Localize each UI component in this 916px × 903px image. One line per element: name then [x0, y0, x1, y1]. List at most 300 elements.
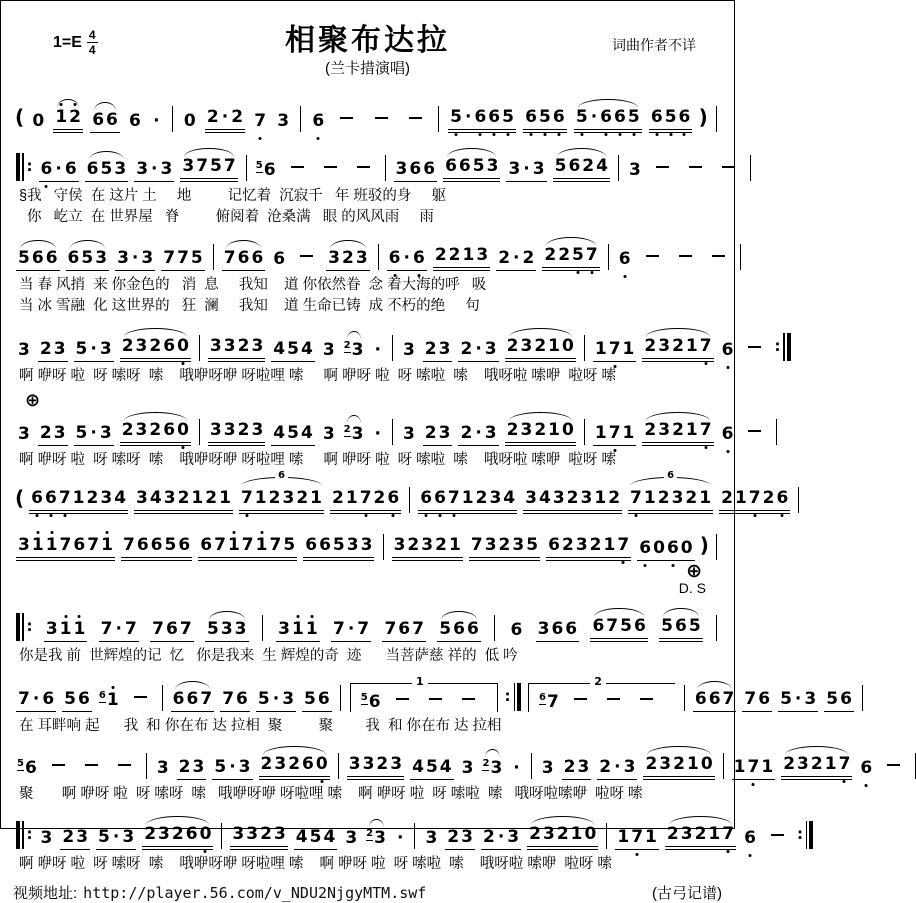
note-group	[705, 251, 732, 271]
note-digit: 1	[643, 488, 656, 509]
note-group	[142, 826, 213, 850]
note-digit: 1	[59, 621, 73, 639]
octave-dot-below	[580, 133, 583, 136]
note-digit: 6	[613, 109, 627, 127]
barline	[584, 419, 585, 445]
note-digit: 2	[482, 827, 495, 848]
octave-dot-below	[576, 271, 579, 274]
notation-line	[11, 232, 724, 274]
note-group	[469, 537, 540, 561]
note-digit: 0	[315, 756, 329, 774]
note-group	[741, 426, 768, 446]
note-group	[719, 490, 790, 514]
note-digit: 2	[260, 824, 272, 845]
note-digit: 3	[328, 248, 340, 269]
note-digit: 1	[461, 488, 474, 509]
note-digit: 2	[666, 824, 679, 845]
barline	[409, 487, 410, 513]
note-digit: 2	[506, 336, 519, 357]
barline	[776, 419, 777, 445]
note-digit: 6	[708, 689, 721, 710]
octave-dot-below	[613, 365, 616, 368]
note-digit: 2	[424, 339, 437, 360]
note-digit: 6	[859, 760, 873, 778]
note-digit: 2	[39, 423, 52, 444]
note-digit: 3	[274, 754, 287, 775]
note-digit: 3	[425, 828, 438, 849]
slur-arc	[347, 331, 362, 340]
note-digit: 2	[39, 339, 52, 360]
note-digit: 2	[448, 245, 461, 266]
note-group	[275, 113, 291, 133]
note-digit: 6	[650, 109, 664, 127]
note-digit: 7	[699, 422, 713, 440]
note-digit: 2	[566, 488, 579, 509]
barline	[494, 615, 495, 641]
note-digit: 7	[585, 247, 599, 265]
note-group	[127, 113, 143, 133]
system-bridge-1	[11, 601, 724, 666]
note-digit: 3	[238, 757, 251, 778]
note-digit: 3	[232, 824, 245, 845]
note-group	[387, 250, 427, 271]
note-group	[150, 621, 194, 642]
note-digit: 4	[149, 488, 162, 509]
note-group	[303, 537, 374, 561]
note-group	[150, 113, 162, 133]
note-group	[508, 622, 524, 642]
barline	[740, 244, 741, 270]
note-digit: 6	[386, 490, 400, 508]
system-yala-1	[11, 321, 781, 386]
note-digit: 7	[58, 490, 72, 508]
note-digit: 5	[826, 689, 839, 710]
note-digit: 2	[475, 488, 488, 509]
note-digit: 5	[100, 159, 113, 180]
note-digit: 2	[762, 488, 775, 509]
octave-dot-below	[683, 133, 686, 136]
note-digit: 2	[534, 420, 547, 441]
note-group	[365, 829, 388, 850]
barline	[716, 534, 717, 560]
note-digit: 5	[332, 535, 345, 556]
note-digit: 1	[462, 245, 475, 266]
note-digit: 2	[498, 535, 511, 556]
augmentation-dot: ·	[55, 159, 62, 180]
note-digit: 6	[458, 156, 471, 177]
note-group	[590, 618, 647, 642]
note-digit: 3	[114, 159, 127, 180]
note-digit: 1	[54, 109, 68, 127]
augmentation-dot: ·	[115, 619, 122, 640]
note-digit: 2	[296, 488, 309, 509]
note-digit: 6	[237, 248, 250, 269]
note-digit: 1	[106, 692, 120, 710]
note-group	[85, 161, 129, 182]
barline	[608, 244, 609, 270]
note-digit: 6	[419, 490, 433, 508]
note-group	[824, 691, 854, 712]
note-digit: 3	[348, 754, 361, 775]
note-digit: 2	[86, 488, 99, 509]
note-digit: 0	[562, 336, 574, 357]
note-digit: 1	[594, 423, 607, 444]
note-digit: 2	[460, 339, 473, 360]
note-digit: 2	[171, 824, 184, 845]
note-group	[252, 113, 268, 133]
note-digit: 3	[490, 758, 503, 779]
augmentation-dot: ·	[112, 827, 120, 848]
octave-dot-below	[45, 185, 48, 188]
note-digit: 3	[421, 535, 434, 556]
note-digit: 5	[620, 616, 632, 637]
note-digit: 3	[541, 758, 554, 779]
note-digit: 6	[150, 535, 163, 556]
note-digit: 1	[594, 339, 607, 360]
note-digit: 3	[484, 423, 497, 444]
octave-dot-below	[726, 366, 729, 369]
note-group	[536, 621, 580, 642]
note-digit: 3	[99, 423, 112, 444]
note-digit: 7	[152, 619, 164, 640]
note-digit: 3	[484, 535, 497, 556]
note-digit: 1	[72, 488, 85, 509]
octave-dot-above	[78, 615, 81, 618]
augmentation-dot: ·	[90, 339, 97, 360]
lyrics-line: 当 冰 雪融 化 这世界的 狂 澜 我知 道 生命已铸 成 不朽的绝 句	[19, 298, 480, 314]
repeat-start-sign	[16, 613, 33, 641]
note-digit: 6	[64, 159, 77, 180]
note-digit: 3	[577, 757, 590, 778]
note-digit: 1	[733, 757, 746, 778]
note-digit: 2	[149, 336, 162, 357]
note-digit: 5	[501, 109, 515, 127]
octave-dot-below	[623, 275, 626, 278]
note-digit: 7	[223, 248, 236, 269]
note-digit: 1	[227, 537, 241, 555]
augmentation-dot: ·	[513, 758, 520, 779]
note-digit: 3	[273, 824, 286, 845]
note-digit: 2	[522, 248, 535, 269]
note-digit: 1	[824, 754, 837, 775]
note-digit: 7	[223, 156, 236, 177]
octave-dot-below	[753, 514, 756, 517]
note-group	[38, 425, 68, 446]
note-group	[496, 250, 536, 271]
duration-dash	[607, 698, 620, 700]
note-digit: 3	[628, 160, 641, 181]
note-digit: 6	[599, 109, 613, 127]
note-digit: 6	[45, 248, 58, 269]
note-group	[627, 162, 643, 182]
note-digit: 3	[461, 827, 473, 848]
duration-dash	[409, 117, 422, 119]
octave-dot-below	[452, 514, 455, 517]
note-digit: 5	[190, 248, 203, 269]
note-group	[321, 426, 337, 446]
repeat-dots: :	[26, 617, 33, 636]
note-digit: 2	[582, 156, 595, 177]
note-digit: 2	[589, 535, 602, 556]
note-digit: 7	[241, 535, 254, 556]
note-digit: 3	[512, 535, 525, 556]
note-digit: 3	[520, 420, 533, 441]
system-yala-2	[11, 390, 734, 470]
octave-dot-below	[704, 446, 707, 449]
note-digit: 3	[393, 535, 406, 556]
barline	[162, 685, 163, 711]
note-digit: 1	[548, 336, 560, 357]
note-digit: 5	[283, 535, 296, 556]
grace-note: 6	[539, 692, 546, 704]
octave-dot-below	[843, 780, 846, 783]
coda-sign: ⊕	[25, 390, 41, 410]
grace-note: 5	[255, 160, 263, 172]
note-group	[121, 537, 192, 561]
note-group	[96, 829, 136, 850]
note-digit: 5	[575, 109, 589, 127]
video-url-link[interactable]: http://player.56.com/v_NDU2NjgyMTM.swf	[83, 884, 427, 902]
barline	[723, 753, 724, 779]
duration-dash	[357, 166, 370, 168]
note-digit: 5	[472, 156, 485, 177]
open-paren: (	[15, 486, 25, 510]
augmentation-dot: ·	[374, 340, 381, 361]
note-group	[693, 691, 737, 712]
note-digit: 5	[688, 616, 701, 637]
duration-dash	[85, 764, 98, 766]
tuplet-label	[628, 471, 713, 482]
note-digit: 1	[305, 621, 319, 639]
note-group	[255, 161, 278, 182]
duration-dash	[679, 255, 692, 257]
note-digit: 6	[42, 689, 55, 710]
note-digit: 2	[561, 535, 574, 556]
octave-dot-above	[64, 615, 67, 618]
barline	[531, 753, 532, 779]
score-footer	[1, 874, 734, 903]
octave-dot-below	[781, 514, 784, 517]
note-group	[423, 341, 453, 362]
note-digit: 4	[300, 423, 313, 444]
note-digit: 2	[121, 420, 134, 441]
note-group	[382, 621, 426, 642]
note-digit: 6	[302, 754, 314, 775]
note-digit: 0	[176, 422, 190, 440]
note-digit: 6	[758, 689, 771, 710]
note-digit: 2	[231, 107, 244, 128]
close-paren: )	[699, 533, 709, 557]
note-digit: 3	[537, 619, 550, 640]
octave-dot-below	[752, 783, 755, 786]
note-digit: 6	[40, 161, 54, 179]
octave-dot-below	[590, 271, 593, 274]
note-digit: 4	[596, 156, 608, 177]
note-digit: 2	[205, 488, 218, 509]
note-digit: 6	[398, 619, 411, 640]
barline	[414, 823, 415, 849]
note-digit: 3	[141, 248, 154, 269]
page-title: 相聚布达拉	[285, 24, 450, 57]
note-digit: 6	[423, 159, 436, 180]
augmentation-dot: ·	[396, 828, 404, 849]
augmentation-dot: ·	[464, 107, 472, 128]
octave-dot-below	[613, 449, 616, 452]
note-digit: 4	[439, 757, 452, 778]
note-digit: 3	[18, 340, 30, 361]
note-digit: 6	[565, 619, 578, 640]
notation-line	[11, 741, 873, 783]
note-digit: 6	[666, 540, 680, 558]
note-digit: 4	[300, 339, 313, 360]
note-group	[78, 760, 105, 780]
notation-line	[11, 601, 724, 645]
note-digit: 6	[445, 156, 457, 177]
tuplet-label	[239, 471, 324, 482]
barline	[262, 615, 263, 641]
note-digit: 1	[603, 535, 616, 556]
note-digit: 2	[721, 488, 733, 509]
note-group	[45, 760, 72, 780]
note-group	[506, 161, 546, 182]
note-gap	[448, 694, 456, 712]
note-digit: 1	[291, 621, 305, 639]
grace-note: 2	[343, 424, 351, 436]
duration-dash	[340, 117, 353, 119]
note-group	[171, 691, 215, 712]
system-yala-3	[11, 741, 873, 804]
lyrics-line: 啊 咿呀 啦 呀 嗦呀 嗦 哦咿呀咿 呀啦哩 嗦 啊 咿呀 啦 呀 嗦啦 嗦 哦呀啦 嗦咿 啦呀 嗦	[19, 368, 616, 384]
note-digit: 7	[200, 689, 213, 710]
note-group	[553, 158, 610, 182]
note-group	[294, 829, 338, 850]
barline	[862, 685, 863, 711]
note-digit: 5	[538, 109, 552, 127]
ds-al-coda	[11, 561, 724, 596]
note-digit: 6	[200, 535, 213, 556]
note-group	[134, 490, 233, 514]
note-digit: 6	[466, 619, 479, 640]
note-digit: 2	[534, 336, 547, 357]
note-digit: 7	[87, 535, 100, 556]
note-digit: 3	[507, 827, 520, 848]
note-digit: 6	[592, 616, 605, 637]
barline	[438, 106, 439, 132]
note-group	[505, 422, 576, 446]
note-digit: 0	[199, 826, 213, 844]
note-group	[347, 756, 404, 780]
grace-note: 6	[98, 690, 106, 702]
note-group	[120, 422, 191, 446]
note-digit: 3	[209, 336, 222, 357]
note-group	[642, 422, 713, 446]
note-group	[562, 759, 592, 780]
open-paren: (	[15, 105, 25, 129]
note-digit: 5	[571, 247, 585, 265]
note-group	[597, 759, 637, 780]
octave-dot-below	[364, 514, 367, 517]
note-group	[62, 691, 92, 712]
duration-dash	[429, 698, 442, 700]
note-digit: 1	[45, 537, 59, 555]
note-group	[310, 113, 326, 133]
note-group	[423, 830, 439, 850]
slur-arc	[347, 415, 362, 424]
note-digit: 1	[219, 488, 231, 509]
note-digit: 2	[288, 754, 301, 775]
note-digit: 2	[644, 336, 657, 357]
tuplet-number: 6	[664, 470, 677, 481]
note-digit: 2	[62, 827, 75, 848]
note-digit: 3	[395, 159, 408, 180]
augmentation-dot: ·	[272, 689, 280, 710]
note-digit: 6	[678, 109, 692, 127]
note-digit: 2	[529, 824, 541, 845]
system-bridge-2	[11, 671, 852, 736]
note-group	[74, 425, 114, 446]
octave-dot-below	[259, 137, 262, 140]
note-digit: 6	[319, 535, 331, 556]
system-yala-4	[11, 809, 803, 874]
note-digit: 3	[355, 248, 368, 269]
note-group	[437, 621, 481, 642]
coda-sign: ⊕	[686, 561, 702, 582]
note-digit: 5	[526, 535, 539, 556]
note-group	[16, 250, 60, 271]
note-digit: 3	[251, 336, 264, 357]
lyrics-line: 在 耳畔响 起 我 和 你在布 达 拉相 聚 聚 我 和 你在布 达 拉相	[19, 718, 502, 734]
note-digit: 7	[177, 248, 189, 269]
note-digit: 1	[761, 757, 774, 778]
octave-dot-below	[543, 133, 546, 136]
note-digit: 2	[332, 488, 344, 509]
note-gap	[626, 694, 634, 712]
note-digit: 7	[744, 689, 757, 710]
note-group	[256, 691, 296, 712]
note-digit: 5	[206, 619, 219, 640]
note-digit: 7	[214, 535, 226, 556]
close-paren: )	[698, 105, 708, 129]
note-group	[732, 759, 776, 780]
repeat-dots: :	[26, 825, 33, 844]
note-digit: 6	[433, 490, 447, 508]
duration-dash	[52, 764, 65, 766]
note-group	[60, 829, 90, 850]
barline	[716, 106, 717, 132]
volta-measure	[528, 675, 675, 713]
note-group	[343, 341, 366, 362]
note-group	[29, 490, 128, 514]
notation-line	[11, 321, 781, 365]
note-group	[30, 113, 46, 133]
barline	[684, 685, 685, 711]
note-digit: 5	[780, 689, 792, 710]
note-digit: 1	[548, 420, 560, 441]
notation-line	[11, 407, 734, 449]
note-digit: 1	[570, 824, 583, 845]
note-digit: 6	[44, 490, 58, 508]
note-digit: 5	[18, 248, 30, 269]
note-digit: 5	[164, 535, 177, 556]
note-digit: 6	[412, 250, 426, 268]
note-digit: 3	[476, 245, 489, 266]
duration-dash	[462, 698, 475, 700]
octave-dot-above	[310, 615, 313, 618]
note-digit: 3	[322, 340, 335, 361]
note-digit: 6	[106, 110, 118, 131]
octave-dot-below	[181, 446, 184, 449]
note-digit: 1	[254, 488, 267, 509]
